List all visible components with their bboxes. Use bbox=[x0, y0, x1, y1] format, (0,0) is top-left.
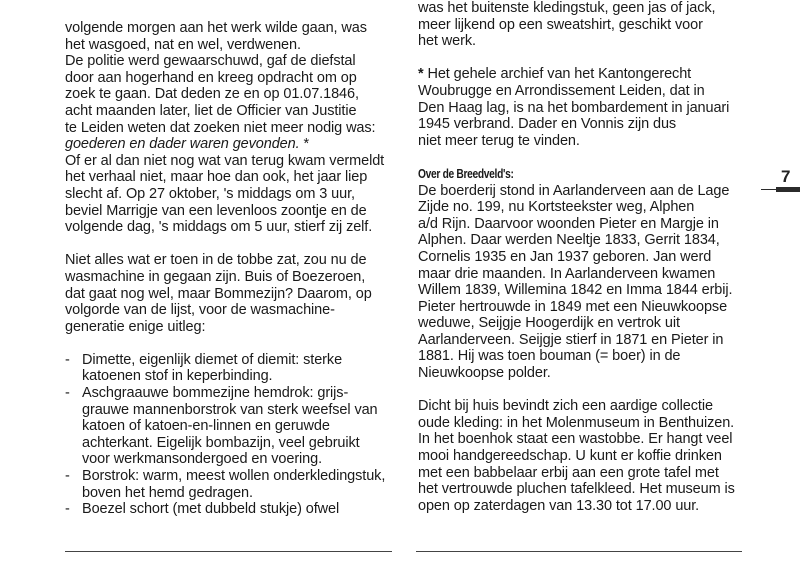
text-line: maar drie maanden. In Aarlanderveen kwamen bbox=[418, 265, 716, 282]
footnote-line bbox=[418, 66, 753, 83]
museum-paragraph bbox=[418, 398, 753, 514]
text-line: In het boenhok staat een wastobbe. Er hangt veel bbox=[418, 431, 733, 448]
text-line: De boerderij stond in Aarlanderveen aan de Lage bbox=[418, 182, 730, 199]
list-item bbox=[65, 501, 395, 518]
text-line: katoen of katoen-en-linnen en geruwde bbox=[82, 418, 330, 435]
text-line: meer lijkend op een sweatshirt, geschikt voor bbox=[418, 16, 703, 33]
text-line: met een babbelaar erbij aan een grote tafel met bbox=[418, 464, 719, 481]
left-column bbox=[65, 20, 395, 518]
bottom-rule-right bbox=[416, 551, 742, 552]
text-line: niet meer terug te vinden. bbox=[418, 132, 580, 149]
text-line: Niet alles wat er toen in de tobbe zat, zou nu de bbox=[65, 252, 367, 269]
bottom-rule-left bbox=[65, 551, 392, 552]
list-dash: - bbox=[65, 385, 70, 402]
text-line: volgende dag, 's middags om 5 uur, stierf zij zelf. bbox=[65, 219, 373, 236]
text-line: 1881. Hij was toen bouman (= boer) in de bbox=[418, 348, 681, 365]
text-line: Den Haag lag, is na het bombardement in januari bbox=[418, 99, 730, 116]
text-line: dat gaat nog wel, maar Bommezijn? Daarom, op bbox=[65, 285, 372, 302]
text-line: volgende morgen aan het werk wilde gaan, was bbox=[65, 20, 367, 36]
text-line: oude kleding: in het Molenmuseum in Benthuizen. bbox=[418, 414, 735, 431]
text-line: Boezel schort (met dubbeld stukje) ofwel bbox=[82, 501, 340, 518]
list-dash: - bbox=[65, 501, 70, 518]
quote-line bbox=[65, 136, 395, 153]
text-line: katoenen stof in keperbinding. bbox=[82, 368, 273, 385]
text-line: wasmachine in gegaan zijn. Buis of Boezeroen, bbox=[65, 268, 366, 285]
text-line: boven het hemd gedragen. bbox=[82, 484, 253, 501]
glossary-list bbox=[65, 352, 395, 518]
text-line: beviel Marrigje van een levenloos zoontje en de bbox=[65, 202, 367, 219]
list-dash: - bbox=[65, 351, 70, 368]
text-line: grauwe mannenborstrok van sterk weefsel van bbox=[82, 401, 378, 418]
continuation-paragraph bbox=[418, 0, 753, 50]
text-line: Dimette, eigenlijk diemet of diemit: sterke bbox=[82, 351, 343, 368]
text-line: te Leiden weten dat zoeken niet meer nodig was: bbox=[65, 119, 376, 136]
list-dash: - bbox=[65, 468, 70, 485]
text-line: door aan hogerhand en kreeg opdracht om op bbox=[65, 69, 357, 86]
text-line: voor werkmansondergoed en voering. bbox=[82, 451, 323, 468]
text-line: weduwe, Seijgje Hoogerdijk en vertrok uit bbox=[418, 315, 680, 332]
text-line: generatie enige uitleg: bbox=[65, 318, 206, 335]
text-line: het wasgoed, nat en wel, verdwenen. bbox=[65, 36, 301, 53]
text-line: was het buitenste kledingstuk, geen jas of jack, bbox=[418, 0, 716, 16]
family-paragraph bbox=[418, 183, 753, 382]
list-item bbox=[65, 385, 395, 468]
footnote-star: * bbox=[299, 136, 310, 153]
text-line: Aarlanderveen. Seijgje stierf in 1871 en Pieter in bbox=[418, 331, 724, 348]
text-line: Aschgraauwe bommezijne hemdrok: grijs- bbox=[82, 385, 349, 402]
italic-quote: goederen en dader waren gevonden. bbox=[65, 136, 300, 153]
footnote bbox=[418, 66, 753, 149]
text-line: acht maanden later, liet de Officier van Justitie bbox=[65, 102, 357, 119]
text-line: zoek te gaan. Dat deden ze en op 01.07.1846, bbox=[65, 86, 359, 103]
text-line: Of er al dan niet nog wat van terug kwam vermeldt bbox=[65, 152, 385, 169]
text-line: het werk. bbox=[418, 33, 476, 50]
page-number: 7 bbox=[781, 167, 791, 186]
right-column bbox=[418, 0, 753, 514]
story-paragraph bbox=[65, 20, 395, 236]
footnote-star: * bbox=[418, 66, 424, 83]
text-line: Borstrok: warm, meest wollen onderkledingstuk, bbox=[82, 468, 386, 485]
text-line: Nieuwkoopse polder. bbox=[418, 365, 551, 382]
text-line: mooi handgereedschap. U kunt er koffie drinken bbox=[418, 448, 722, 465]
intro-paragraph bbox=[65, 252, 395, 335]
text-line: 1945 verbrand. Dader en Vonnis zijn dus bbox=[418, 116, 677, 133]
list-item bbox=[65, 468, 395, 501]
text-line: slecht af. Op 27 oktober, 's middags om 3 uur, bbox=[65, 185, 355, 202]
text-line: achterkant. Eigelijk bombazijn, veel gebruikt bbox=[82, 434, 360, 451]
text-line: Pieter hertrouwde in 1849 met een Nieuwkoopse bbox=[418, 298, 728, 315]
text-line: Alphen. Daar werden Neeltje 1833, Gerrit 1834, bbox=[418, 232, 720, 249]
list-item bbox=[65, 352, 395, 385]
text-line: Woubrugge en Arrondissement Leiden, dat in bbox=[418, 82, 705, 99]
page-marker-line bbox=[761, 189, 776, 190]
text-line: Zijde no. 199, nu Kortsteekster weg, Alphen bbox=[418, 199, 695, 216]
text-line: open op zaterdagen van 13.30 tot 17.00 uur. bbox=[418, 497, 700, 514]
text-line: het verhaal niet, maar hoe dan ook, het jaar liep bbox=[65, 169, 368, 186]
section-heading: Over de Breedveld's: bbox=[418, 166, 514, 181]
text-line: Willem 1839, Willemina 1842 en Imma 1844 erbij. bbox=[418, 282, 733, 299]
text-line: De politie werd gewaarschuwd, gaf de diefstal bbox=[65, 53, 356, 70]
text-line: Cornelis 1935 en Jan 1937 geboren. Jan werd bbox=[418, 248, 712, 265]
text-line: Het gehele archief van het Kantongerecht bbox=[423, 66, 692, 83]
text-line: volgorde van de lijst, voor de wasmachine- bbox=[65, 302, 335, 319]
text-line: Dicht bij huis bevindt zich een aardige collectie bbox=[418, 398, 713, 415]
text-line: het vertrouwde pluchen tafelkleed. Het museum is bbox=[418, 481, 735, 498]
text-line: a/d Rijn. Daarvoor woonden Pieter en Margje in bbox=[418, 215, 719, 232]
page-marker-bar bbox=[776, 187, 800, 192]
